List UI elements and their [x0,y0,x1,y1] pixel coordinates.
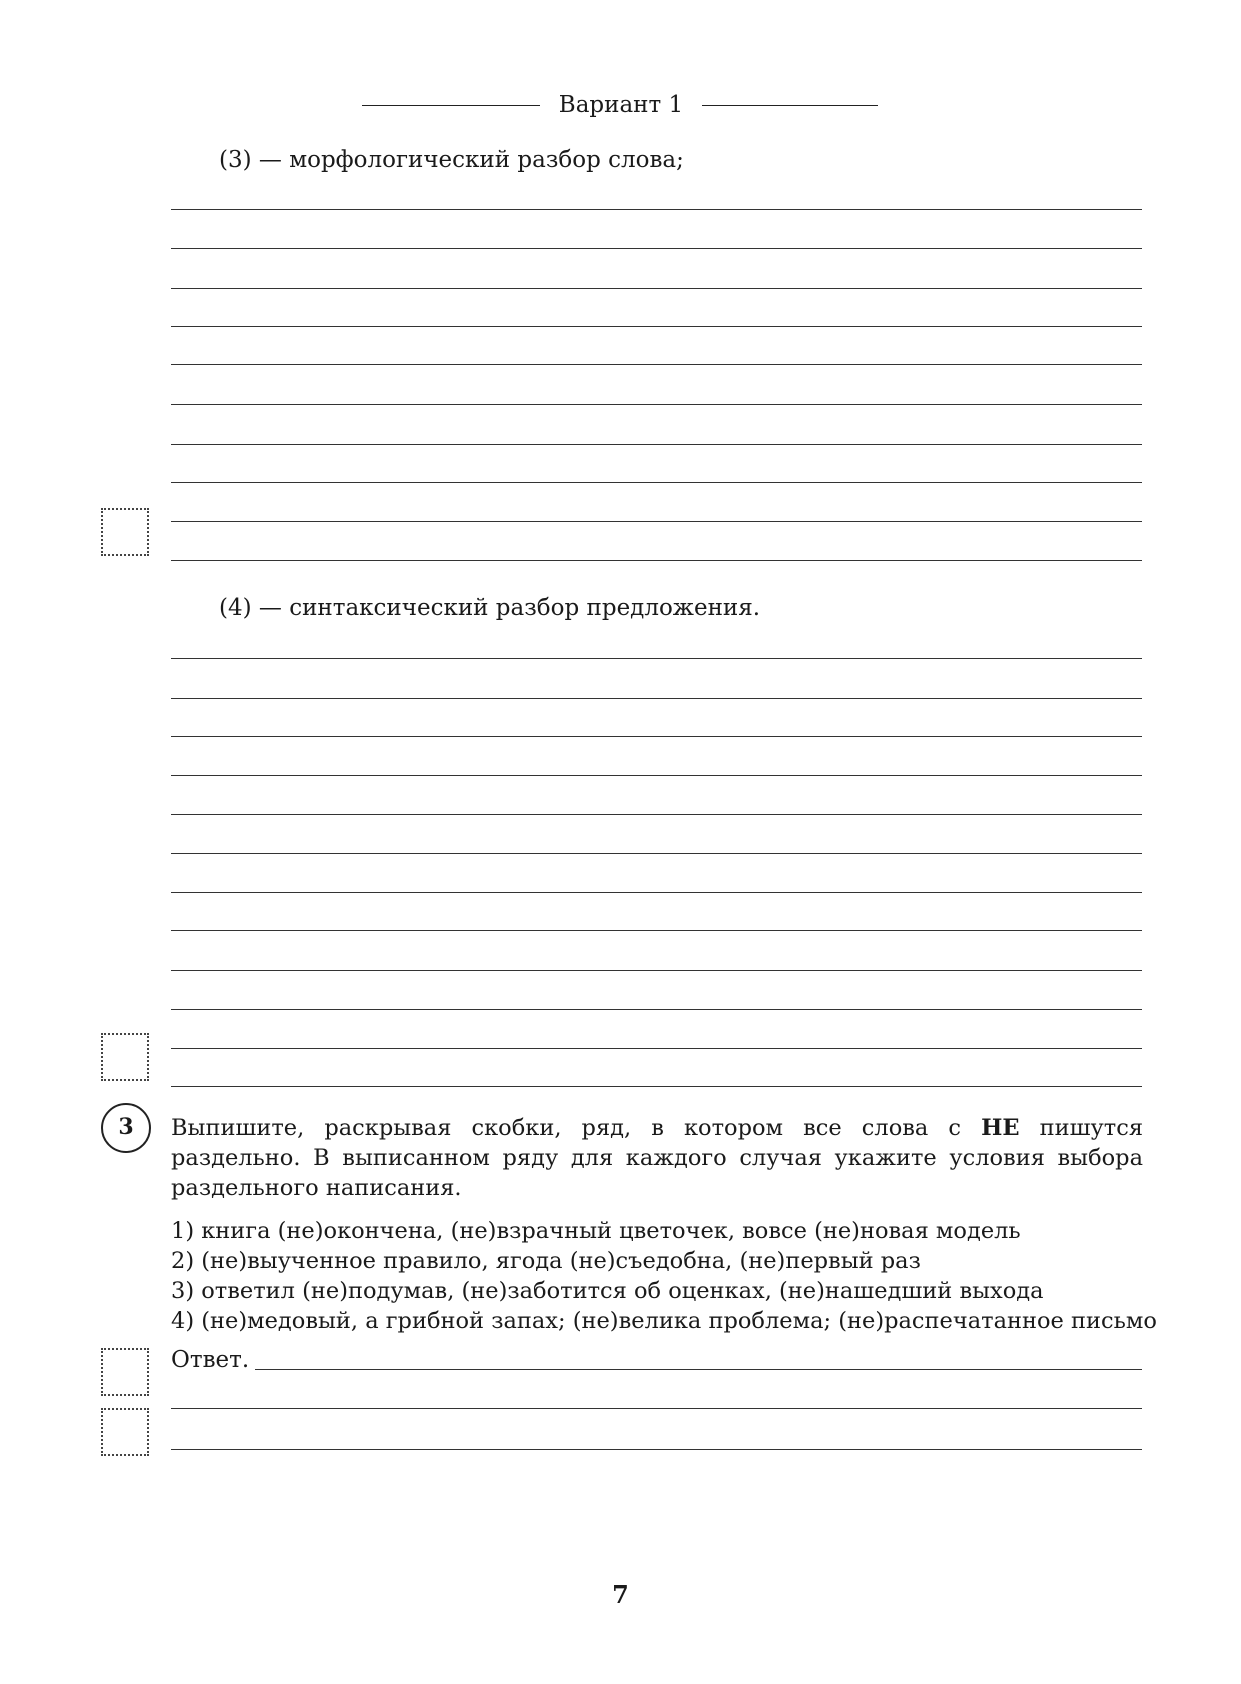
task-option-3: 3) ответил (не)подумав, (не)заботится об оценках, (не)нашедший выхода [171,1278,1044,1304]
task-3-score-box[interactable] [101,1408,149,1456]
task-instruction [171,1113,1143,1203]
section-3-writing-line[interactable] [171,482,1142,483]
answer-writing-line[interactable] [171,1449,1142,1450]
variant-title: Вариант 1 [558,92,684,118]
section-3-writing-line[interactable] [171,404,1142,405]
section-4-writing-line[interactable] [171,1009,1142,1010]
task-option-1: 1) книга (не)окончена, (не)взрачный цветочек, вовсе (не)новая модель [171,1218,1021,1244]
header-rule-left [362,105,540,106]
page-number: 7 [612,1580,629,1609]
section-4-writing-line[interactable] [171,970,1142,971]
section-3-writing-line[interactable] [171,444,1142,445]
task-instruction-part: пишутся раздельно. В выписанном ряду для каждого случая укажите условия выбора раздельного написания. [171,1115,1144,1201]
section-4-writing-line[interactable] [171,1048,1142,1049]
section-3-writing-line[interactable] [171,209,1142,210]
section-3-writing-line[interactable] [171,288,1142,289]
section-4-writing-line[interactable] [171,736,1142,737]
section-3-writing-line[interactable] [171,521,1142,522]
task-instruction-part: Выпишите, раскрывая скобки, ряд, в котором все слова с [171,1115,982,1141]
task-instruction-emphasis: НЕ [981,1115,1020,1141]
task-number-badge: 3 [101,1103,151,1153]
section-4-writing-line[interactable] [171,658,1142,659]
section-3-writing-line[interactable] [171,326,1142,327]
section-4-writing-line[interactable] [171,892,1142,893]
task-option-2: 2) (не)выученное правило, ягода (не)съедобна, (не)первый раз [171,1248,921,1274]
task-3-score-box[interactable] [101,1348,149,1396]
section-4-writing-line[interactable] [171,930,1142,931]
section-4-score-box[interactable] [101,1033,149,1081]
section-4-writing-line[interactable] [171,853,1142,854]
answer-line[interactable] [255,1369,1142,1370]
answer-writing-line[interactable] [171,1408,1142,1409]
section-4-writing-line[interactable] [171,698,1142,699]
section-4-writing-line[interactable] [171,775,1142,776]
page-header [0,88,1241,124]
section-3-writing-line[interactable] [171,560,1142,561]
section-3-score-box[interactable] [101,508,149,556]
section-3-writing-line[interactable] [171,364,1142,365]
task-option-4: 4) (не)медовый, а грибной запах; (не)велика проблема; (не)распечатанное письмо [171,1308,1157,1334]
header-rule-right [702,105,878,106]
task-options [171,1216,1157,1336]
section-4-prompt: (4) — синтаксический разбор предложения. [219,595,761,621]
section-3-writing-line[interactable] [171,248,1142,249]
section-3-prompt: (3) — морфологический разбор слова; [219,147,684,173]
section-4-writing-line[interactable] [171,1086,1142,1087]
answer-label: Ответ. [171,1347,250,1373]
section-4-writing-line[interactable] [171,814,1142,815]
